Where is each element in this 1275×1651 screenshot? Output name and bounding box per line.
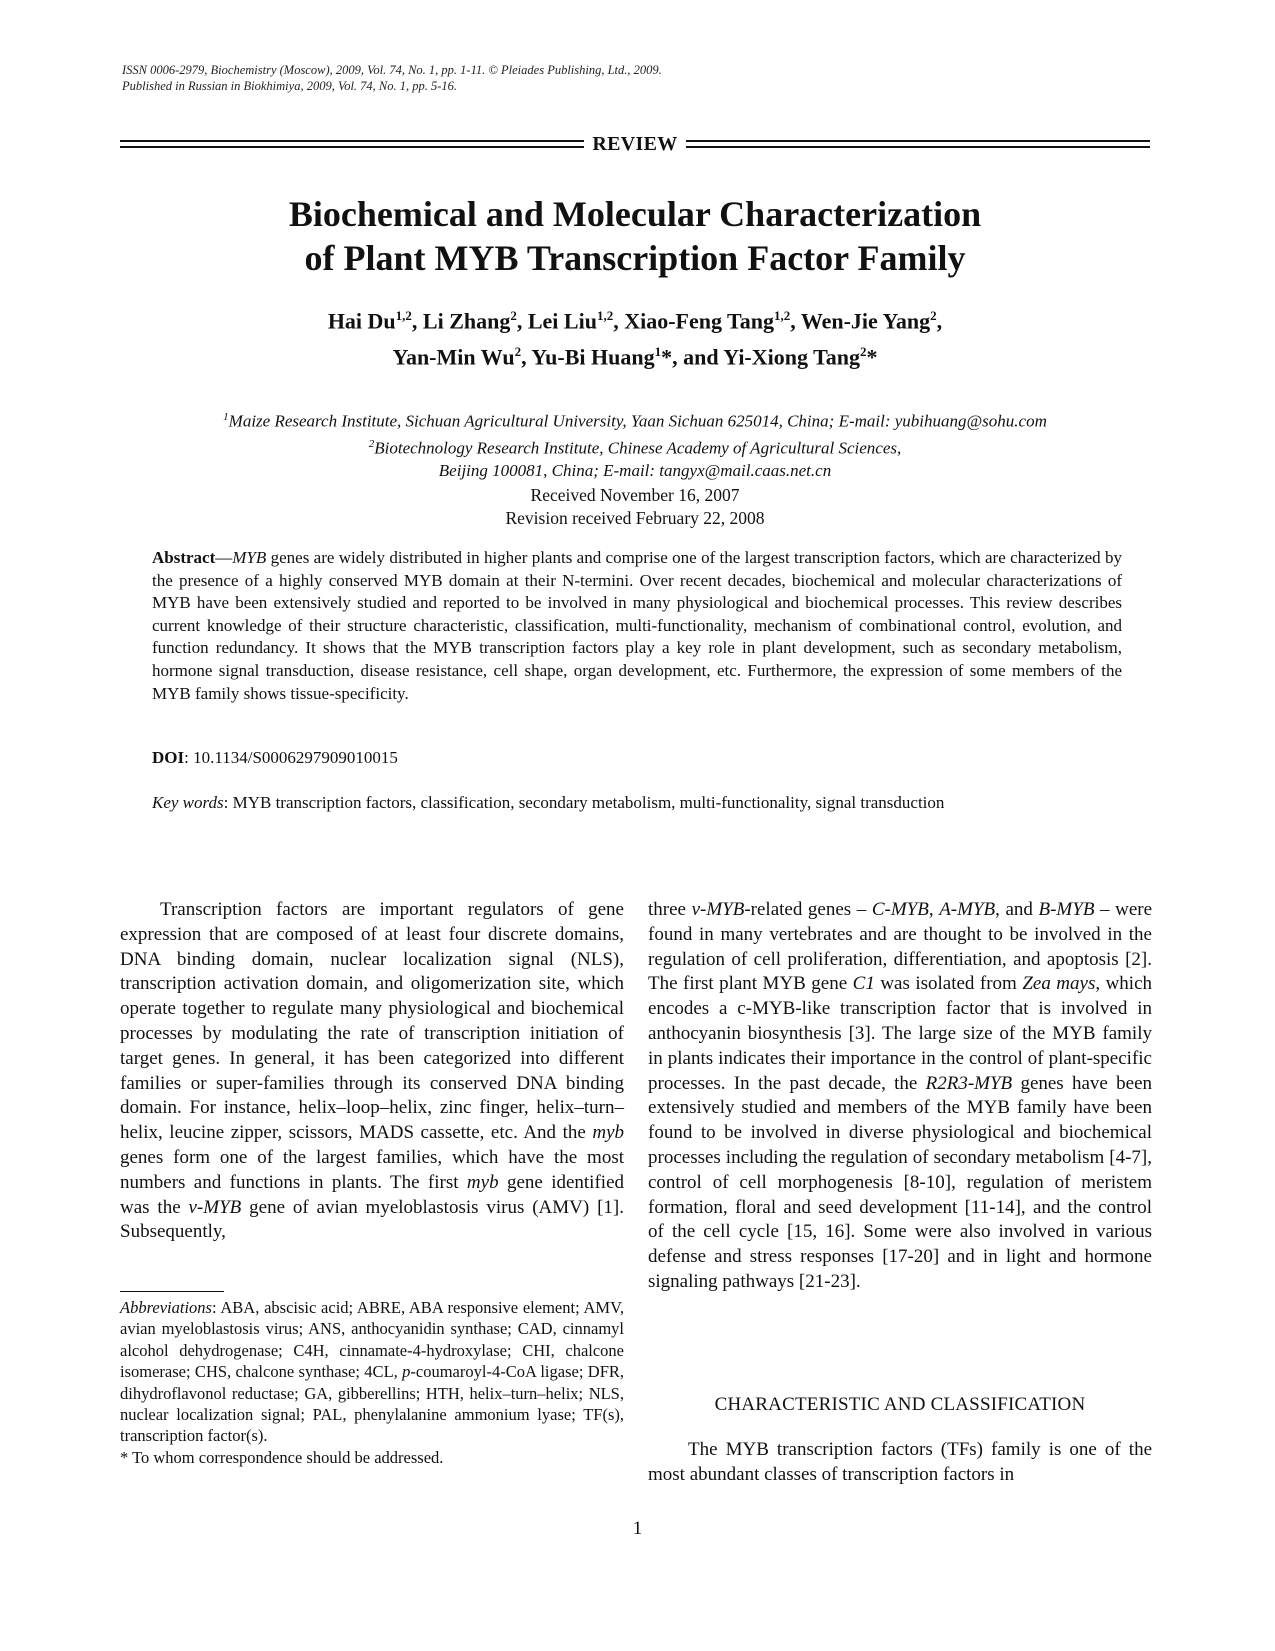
corresponding-mark: *	[661, 344, 673, 370]
body-column-right-continued	[648, 1438, 1152, 1488]
section-label: REVIEW	[592, 132, 678, 155]
corresponding-mark: *	[866, 344, 878, 370]
text-run: , and	[995, 899, 1039, 920]
double-rule-left	[120, 140, 584, 148]
text-run: three	[648, 899, 692, 920]
author-affil-sup: 1	[654, 344, 662, 360]
text-run: -coumaroyl-4-CoA ligase; DFR, dihydroflavonol reductase; GA, gibberellins; HTH, helix–turn–helix; NLS, nuclear localization signal; PAL, phenylalanine ammonium lyase; TF(s), transcription factor(s).	[120, 1362, 624, 1446]
keywords	[152, 793, 1122, 813]
abstract-text: genes are widely distributed in higher plants and comprise one of the largest transcription factors, which are characterized by the presence of a highly conserved MYB domain at their N-termini. Over recent decades, biochemical and molecular characterizations of MYB have been extensively studied and reported to be involved in many physiological and biochemical processes. This review describes current knowledge of their structure characteristic, classification, multi-functionality, mechanism of combinational control, evolution, and function redundancy. It shows that the MYB transcription factors play a key role in plant development, such as secondary metabolism, hormone signal transduction, disease resistance, cell shape, organ development, etc. Furthermore, the expression of some members of the MYB family shows tissue-specificity.	[152, 548, 1122, 703]
italic-term: B-MYB	[1038, 899, 1095, 920]
body-paragraph	[120, 898, 624, 1245]
italic-term: A-MYB	[939, 899, 996, 920]
keywords-value: : MYB transcription factors, classification, secondary metabolism, multi-functionality, signal transduction	[223, 793, 945, 812]
journal-header	[122, 62, 1022, 94]
text-run: ,	[928, 899, 940, 920]
author-affil-sup: 2	[514, 344, 522, 360]
body-paragraph	[648, 898, 1152, 1295]
text-run: gene identified was the	[120, 1171, 624, 1218]
footnotes	[120, 1297, 624, 1468]
affiliation-sup: 1	[223, 411, 229, 423]
author-affil-sup: 1,2	[395, 308, 412, 323]
author-line-2: Yan-Min Wu$^2$, Yu-Bi Huang$^1$*, and Yi-Xiong Tang$^2$*	[392, 344, 878, 370]
italic-term: myb	[592, 1122, 624, 1144]
header-line-1: ISSN 0006-2979, Biochemistry (Moscow), 2009, Vol. 74, No. 1, pp. 1-11. © Pleiades Publishing, Ltd., 2009.	[122, 63, 662, 77]
author-conjunction: and	[683, 344, 719, 370]
abstract-dash: —	[215, 548, 233, 567]
abstract-term: MYB	[232, 548, 267, 567]
italic-term: p	[402, 1362, 411, 1382]
italic-term: v-MYB	[188, 1196, 242, 1218]
correspondence-footnote: * To whom correspondence should be addressed.	[120, 1447, 444, 1467]
author-name: Yan-Min Wu	[392, 344, 515, 370]
author-affil-sup: 2	[860, 344, 867, 360]
author-name: Lei Liu	[527, 308, 597, 334]
received-date: Received November 16, 2007	[530, 485, 740, 505]
affiliation-text: Maize Research Institute, Sichuan Agricultural University, Yaan Sichuan 625014, China; E-mail: yubihuang@sohu.com	[228, 411, 1047, 431]
footnote-rule	[120, 1291, 224, 1292]
title-line-2: of Plant MYB Transcription Factor Family	[304, 238, 966, 278]
text-run: -related genes –	[744, 899, 872, 920]
double-rule-right	[686, 140, 1150, 148]
keywords-label: Key words	[152, 793, 224, 812]
author-affil-sup: 1,2	[596, 308, 614, 323]
italic-term: Zea mays	[1022, 973, 1096, 995]
doi-value[interactable]: : 10.1134/S0006297909010015	[184, 748, 398, 767]
text-run: gene of avian myeloblastosis virus (AMV) [1]. Subsequently,	[120, 1196, 624, 1243]
text-run: – were found in many vertebrates and are thought to be involved in the regulation of cell proliferation, differentiation, and apoptosis [2]. The first plant MYB gene	[648, 899, 1153, 995]
text-run: Transcription factors are important regulators of gene expression that are composed of at least four discrete domains, DNA binding domain, nuclear localization signal (NLS), transcription activation domain, and oligomerization site, which operate together to regulate many physiological and biochemical processes by modulating the rate of transcription initiation of target genes. In general, it has been categorized into different families or super-families through its conserved DNA binding domain. For instance, helix–loop–helix, zinc finger, helix–turn–helix, leucine zipper, scissors, MADS cassette, etc. And the	[120, 899, 624, 1144]
italic-term: C1	[852, 973, 875, 995]
affiliation-2	[120, 433, 1150, 460]
header-line-2: Published in Russian in Biokhimiya, 2009, Vol. 74, No. 1, pp. 5-16.	[122, 79, 458, 93]
italic-term: R2R3-MYB	[925, 1072, 1013, 1094]
doi-label: DOI	[152, 748, 185, 767]
author-name: Li Zhang	[422, 308, 511, 334]
affiliation-2-cont: Beijing 100081, China; E-mail: tangyx@mail.caas.net.cn	[438, 461, 832, 481]
author-name: Xiao-Feng Tang	[624, 308, 774, 334]
affiliations	[120, 406, 1150, 482]
author-affil-sup: 2	[930, 308, 937, 323]
text-run: , which encodes a c-MYB-like transcription factor that is involved in anthocyanin biosynthesis [3]. The large size of the MYB family in plants indicates their importance in the control of plant-specific processes. In the past decade, the	[648, 973, 1152, 1094]
abbreviations-label: Abbreviations	[120, 1298, 212, 1317]
article-title	[120, 192, 1150, 280]
author-name: Wen-Jie Yang	[800, 308, 931, 334]
italic-term: C-MYB	[871, 899, 929, 920]
author-line-1: Hai Du$^{1,2}$, Li Zhang$^2$, Lei Liu$^{1,2}$, Xiao-Feng Tang$^{1,2}$, Wen-Jie Yang$^2$,	[327, 308, 943, 334]
text-run: genes have been extensively studied and members of the MYB family have been found to be involved in diverse physiological and biochemical processes including the regulation of secondary metabolism [4-7], control of cell morphogenesis [8-10], regulation of meristem formation, floral and seed development [11-14], and the control of the cell cycle [15, 16]. Some were also involved in various defense and stress responses [17-20] and in light and hormone signaling pathways [21-23].	[648, 1072, 1152, 1292]
italic-term: v-MYB	[691, 899, 745, 920]
title-line-1: Biochemical and Molecular Characterization	[288, 194, 982, 234]
author-affil-sup: 1,2	[773, 308, 791, 323]
body-column-right	[648, 898, 1152, 1295]
section-banner	[120, 132, 1150, 156]
section-heading: CHARACTERISTIC AND CLASSIFICATION	[714, 1394, 1086, 1415]
revision-date: Revision received February 22, 2008	[505, 508, 765, 528]
author-name: Yi-Xiong Tang	[723, 344, 860, 370]
author-affil-sup: 2	[510, 308, 517, 323]
text-run: was isolated from	[874, 973, 1023, 995]
affiliation-sup: 2	[368, 437, 375, 450]
author-list	[120, 300, 1150, 373]
doi	[152, 748, 1122, 768]
author-name: Yu-Bi Huang	[531, 344, 655, 370]
body-paragraph: The MYB transcription factors (TFs) family is one of the most abundant classes of transcription factors in	[648, 1439, 1152, 1485]
affiliation-1	[120, 406, 1150, 433]
text-run: : ABA, abscisic acid; ABRE, ABA responsive element; AMV, avian myeloblastosis virus; ANS, anthocyanidin synthase; CAD, cinnamyl alcohol dehydrogenase; C4H, cinnamate-4-hydroxylase; CHI, chalcone isomerase; CHS, chalcone synthase; 4CL,	[120, 1298, 624, 1382]
body-column-left	[120, 898, 624, 1245]
received-dates	[120, 484, 1150, 530]
abstract	[152, 547, 1122, 705]
italic-term: myb	[466, 1171, 499, 1193]
abbreviations-footnote	[120, 1297, 624, 1447]
page-number: 1	[632, 1518, 643, 1539]
text-run: genes form one of the largest families, which have the most numbers and functions in plants. The first	[120, 1146, 624, 1193]
abstract-label: Abstract	[152, 548, 216, 567]
affiliation-text: Biotechnology Research Institute, Chinese Academy of Agricultural Sciences,	[374, 438, 902, 458]
author-name: Hai Du	[327, 308, 396, 334]
